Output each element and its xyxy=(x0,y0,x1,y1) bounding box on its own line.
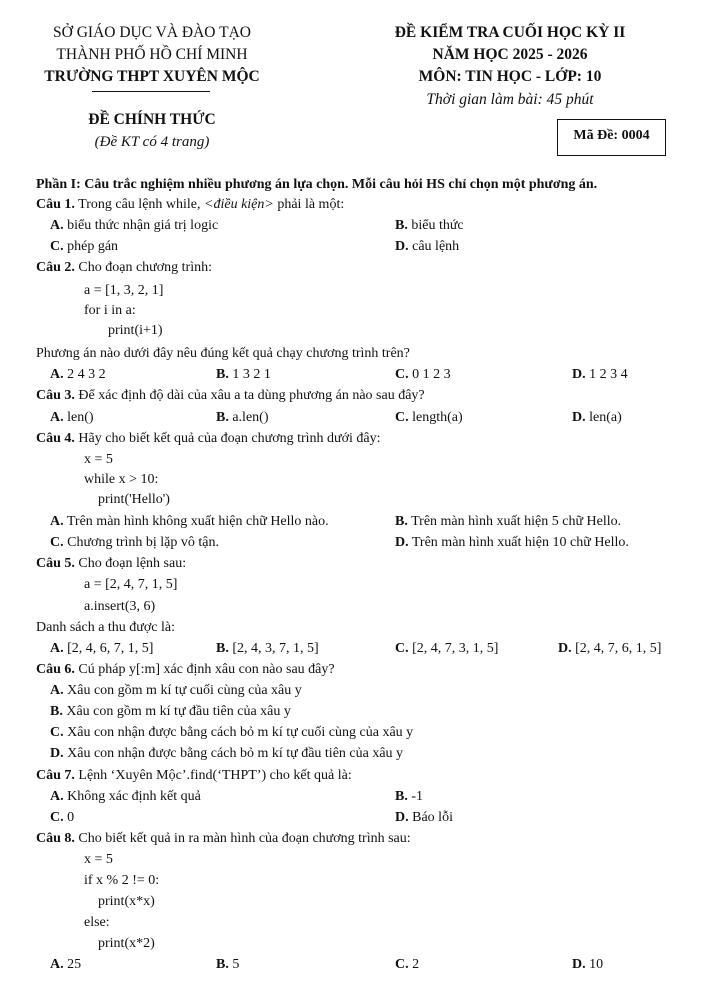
q4-code-line: x = 5 xyxy=(84,452,113,467)
q4-option-d: D. Trên màn hình xuất hiện 10 chữ Hello. xyxy=(395,535,629,550)
q2-option-c: C. 0 1 2 3 xyxy=(395,367,451,382)
header-right xyxy=(360,22,660,88)
q2-option-b: B. 1 3 2 1 xyxy=(216,367,271,382)
exam-title: ĐỀ KIỂM TRA CUỐI HỌC KỲ II xyxy=(394,24,626,41)
q8-option-a: A. 25 xyxy=(50,957,82,972)
question-3: Câu 3. Để xác định độ dài của xâu a ta dùng phương án nào sau đây? xyxy=(36,388,425,403)
q4-code-line: while x > 10: xyxy=(84,472,159,487)
q6-option-d: D. Xâu con nhận được bằng cách bỏ m kí tự đầu tiên của xâu y xyxy=(50,746,404,761)
q1-option-b: B. biểu thức xyxy=(395,218,464,233)
q2-code-line: a = [1, 3, 2, 1] xyxy=(84,283,164,298)
q6-option-c: C. Xâu con nhận được bằng cách bỏ m kí tự cuối cùng của xâu y xyxy=(50,725,414,740)
q7-option-a: A. Không xác định kết quả xyxy=(50,789,201,804)
q1-text-italic: <điều kiện> xyxy=(204,197,274,212)
q6-option-b: B. Xâu con gồm m kí tự đầu tiên của xâu y xyxy=(50,704,291,719)
q3-option-c: C. length(a) xyxy=(395,410,463,425)
question-5: Câu 5. Cho đoạn lệnh sau: xyxy=(36,556,187,571)
q1-option-c: C. phép gán xyxy=(50,239,119,254)
q8-option-b: B. 5 xyxy=(216,957,240,972)
question-7: Câu 7. Lệnh ‘Xuyên Mộc’.find(‘THPT’) cho kết quả là: xyxy=(36,768,352,783)
q3-option-a: A. len() xyxy=(50,410,94,425)
q8-code-line: print(x*x) xyxy=(98,894,155,909)
q1-option-a: A. biểu thức nhận giá trị logic xyxy=(50,218,219,233)
dept-name: SỞ GIÁO DỤC VÀ ĐÀO TẠO xyxy=(53,24,251,41)
q8-code-line: print(x*2) xyxy=(98,936,155,951)
q2-option-d: D. 1 2 3 4 xyxy=(572,367,628,382)
q1-label: Câu 1. xyxy=(36,197,75,212)
header-underline xyxy=(92,91,210,92)
q2-code-line: print(i+1) xyxy=(108,323,163,338)
question-2: Câu 2. Cho đoạn chương trình: xyxy=(36,260,212,275)
q7-option-b: B. -1 xyxy=(395,789,424,804)
q5-option-a: A. [2, 4, 6, 7, 1, 5] xyxy=(50,641,154,656)
question-6: Câu 6. Cú pháp y[:m] xác định xâu con nào sau đây? xyxy=(36,662,335,677)
q5-option-c: C. [2, 4, 7, 3, 1, 5] xyxy=(395,641,499,656)
q4-option-a: A. Trên màn hình không xuất hiện chữ Hello nào. xyxy=(50,514,329,529)
q8-code-line: if x % 2 != 0: xyxy=(84,873,160,888)
q8-code-line: else: xyxy=(84,915,110,930)
q2-option-a: A. 2 4 3 2 xyxy=(50,367,106,382)
q6-option-a: A. Xâu con gồm m kí tự cuối cùng của xâu y xyxy=(50,683,302,698)
q3-option-b: B. a.len() xyxy=(216,410,269,425)
question-8: Câu 8. Cho biết kết quả in ra màn hình của đoạn chương trình sau: xyxy=(36,831,411,846)
q5-option-d: D. [2, 4, 7, 6, 1, 5] xyxy=(558,641,662,656)
page-count: (Đề KT có 4 trang) xyxy=(94,134,210,150)
q3-option-d: D. len(a) xyxy=(572,410,622,425)
q4-code-line: print('Hello') xyxy=(98,492,170,507)
subject: MÔN: TIN HỌC - LỚP: 10 xyxy=(418,68,602,85)
q1-text: Trong câu lệnh while, xyxy=(74,197,205,212)
header-left xyxy=(12,22,292,88)
school-year: NĂM HỌC 2025 - 2026 xyxy=(432,46,588,63)
exam-time: Thời gian làm bài: 45 phút xyxy=(426,91,594,108)
city-name: THÀNH PHỐ HỒ CHÍ MINH xyxy=(56,46,248,63)
part1-heading: Phần I: Câu trắc nghiệm nhiều phương án lựa chọn. Mỗi câu hỏi HS chỉ chọn một phương án. xyxy=(36,177,598,192)
q1-option-d: D. câu lệnh xyxy=(395,239,460,254)
q2-code-line: for i in a: xyxy=(84,303,136,318)
q5-code-line: a.insert(3, 6) xyxy=(84,599,156,614)
question-1 xyxy=(36,195,344,215)
q2-prompt: Phương án nào dưới đây nêu đúng kết quả chạy chương trình trên? xyxy=(36,346,410,361)
school-name: TRƯỜNG THPT XUYÊN MỘC xyxy=(44,68,260,85)
q5-code-line: a = [2, 4, 7, 1, 5] xyxy=(84,577,178,592)
q1-text-end: phải là một: xyxy=(273,197,345,212)
question-4: Câu 4. Hãy cho biết kết quả của đoạn chương trình dưới đây: xyxy=(36,431,381,446)
q7-option-c: C. 0 xyxy=(50,810,75,825)
q8-code-line: x = 5 xyxy=(84,852,113,867)
q4-option-c: C. Chương trình bị lặp vô tận. xyxy=(50,535,219,550)
q4-option-b: B. Trên màn hình xuất hiện 5 chữ Hello. xyxy=(395,514,622,529)
q5-prompt: Danh sách a thu được là: xyxy=(36,620,176,635)
q5-option-b: B. [2, 4, 3, 7, 1, 5] xyxy=(216,641,319,656)
q8-option-d: D. 10 xyxy=(572,957,604,972)
q7-option-d: D. Báo lỗi xyxy=(395,810,453,825)
q8-option-c: C. 2 xyxy=(395,957,420,972)
exam-code: Mã Đề: 0004 xyxy=(573,128,650,143)
official-label: ĐỀ CHÍNH THỨC xyxy=(88,111,216,128)
